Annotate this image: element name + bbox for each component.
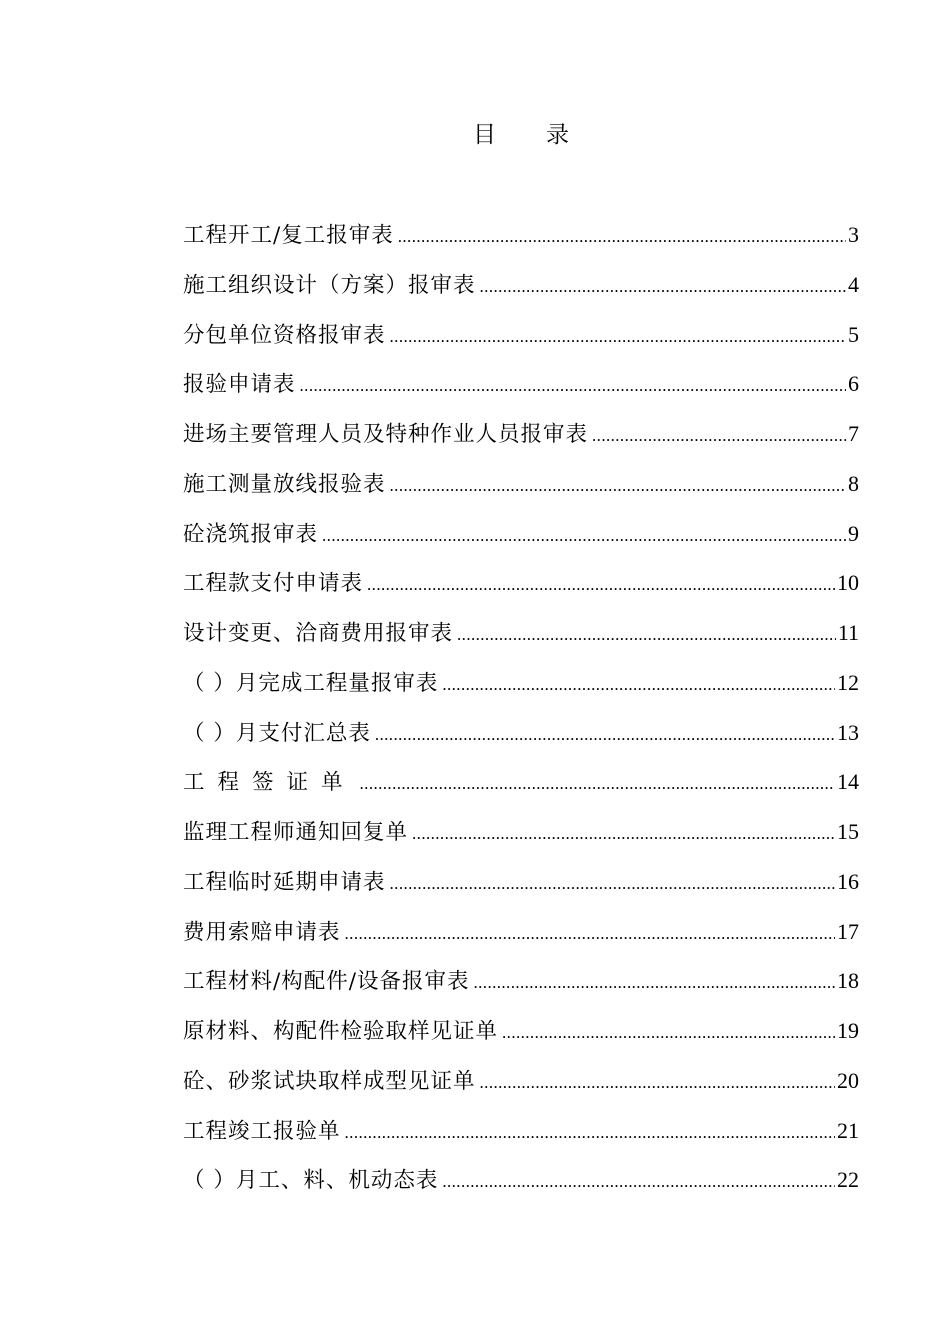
toc-entry-label: 砼浇筑报审表 bbox=[183, 521, 319, 547]
toc-entry[interactable] bbox=[183, 415, 859, 465]
toc-leader-dots bbox=[502, 1014, 835, 1052]
toc-entry-page: 9 bbox=[848, 520, 859, 546]
toc-entry[interactable] bbox=[183, 515, 859, 565]
toc-entry-label: 报验申请表 bbox=[183, 372, 296, 398]
toc-entry-page: 11 bbox=[837, 620, 859, 645]
toc-entry-page: 18 bbox=[837, 968, 859, 994]
toc-entry-label: 砼、砂浆试块取样成型见证单 bbox=[183, 1068, 476, 1094]
toc-entry[interactable] bbox=[183, 714, 859, 764]
toc-entry-label: 工程临时延期申请表 bbox=[183, 869, 386, 895]
toc-entry-page: 17 bbox=[837, 918, 859, 944]
toc-entry-page: 15 bbox=[837, 819, 859, 844]
toc-entry-page: 20 bbox=[837, 1067, 859, 1093]
toc-leader-dots bbox=[367, 566, 835, 604]
toc-leader-dots bbox=[480, 268, 846, 306]
toc-leader-dots bbox=[480, 1064, 835, 1102]
toc-entry-label: （ ）月完成工程量报审表 bbox=[183, 670, 439, 696]
toc-entry[interactable] bbox=[183, 1012, 859, 1062]
toc-leader-dots bbox=[442, 1163, 835, 1201]
toc-entry-page: 7 bbox=[848, 421, 859, 446]
toc-entry-label: 工程签证单 bbox=[183, 770, 356, 796]
toc-entry-page: 3 bbox=[848, 222, 859, 247]
toc-title bbox=[0, 116, 950, 149]
toc-title-right: 录 bbox=[546, 122, 569, 148]
toc-entry[interactable] bbox=[183, 1112, 859, 1162]
toc-entry[interactable] bbox=[183, 465, 859, 515]
toc-leader-dots bbox=[345, 1114, 835, 1152]
toc-entry-page: 6 bbox=[848, 371, 859, 397]
toc-leader-dots bbox=[390, 865, 835, 903]
toc-entry-label: 施工测量放线报验表 bbox=[183, 471, 386, 497]
toc-entry-page: 4 bbox=[848, 271, 859, 297]
toc-entry-page: 22 bbox=[837, 1167, 859, 1193]
toc-leader-dots bbox=[398, 218, 846, 256]
toc-entry[interactable] bbox=[183, 216, 859, 266]
toc-entry-label: 费用索赔申请表 bbox=[183, 919, 341, 945]
toc-entry-label: 设计变更、洽商费用报审表 bbox=[183, 621, 454, 646]
toc-entry[interactable] bbox=[183, 564, 859, 614]
toc-leader-dots bbox=[457, 616, 836, 654]
toc-leader-dots bbox=[375, 716, 835, 754]
toc-entry[interactable] bbox=[183, 614, 859, 664]
toc-entry-page: 12 bbox=[837, 669, 859, 695]
toc-entry-label: （ ）月支付汇总表 bbox=[183, 720, 371, 746]
toc-entry[interactable] bbox=[183, 266, 859, 316]
toc-entry[interactable] bbox=[183, 863, 859, 913]
toc-entry-label: 监理工程师通知回复单 bbox=[183, 820, 409, 845]
toc-entry[interactable] bbox=[183, 813, 859, 863]
toc-entry-page: 19 bbox=[837, 1018, 859, 1043]
toc-leader-dots bbox=[442, 666, 835, 704]
toc-entry-page: 10 bbox=[837, 570, 859, 596]
toc-entry-label: 施工组织设计（方案）报审表 bbox=[183, 272, 476, 298]
toc-leader-dots bbox=[322, 517, 846, 555]
toc-list bbox=[183, 216, 859, 1211]
toc-entry-page: 21 bbox=[837, 1117, 859, 1143]
toc-entry-label: 工程竣工报验单 bbox=[183, 1118, 341, 1144]
toc-entry[interactable] bbox=[183, 316, 859, 366]
toc-entry-page: 8 bbox=[848, 470, 859, 496]
toc-leader-dots bbox=[592, 417, 846, 455]
toc-entry-label: 工程开工/复工报审表 bbox=[183, 223, 394, 248]
toc-leader-dots bbox=[412, 815, 835, 853]
toc-entry[interactable] bbox=[183, 1161, 859, 1211]
toc-entry[interactable] bbox=[183, 763, 859, 813]
toc-leader-dots bbox=[360, 765, 835, 803]
toc-leader-dots bbox=[300, 367, 846, 405]
toc-entry-label: （ ）月工、料、机动态表 bbox=[183, 1168, 439, 1194]
toc-leader-dots bbox=[345, 915, 835, 953]
toc-entry[interactable] bbox=[183, 913, 859, 963]
toc-entry-label: 进场主要管理人员及特种作业人员报审表 bbox=[183, 422, 589, 447]
toc-entry-label: 原材料、构配件检验取样见证单 bbox=[183, 1019, 499, 1044]
toc-title-left: 目 bbox=[473, 122, 496, 148]
toc-entry-page: 13 bbox=[837, 719, 859, 745]
toc-entry[interactable] bbox=[183, 365, 859, 415]
toc-leader-dots bbox=[390, 318, 846, 356]
toc-entry[interactable] bbox=[183, 962, 859, 1012]
toc-entry-label: 分包单位资格报审表 bbox=[183, 322, 386, 348]
toc-entry-label: 工程款支付申请表 bbox=[183, 571, 364, 597]
toc-entry-page: 16 bbox=[837, 868, 859, 894]
toc-entry-page: 14 bbox=[837, 769, 859, 795]
toc-entry[interactable] bbox=[183, 1062, 859, 1112]
toc-leader-dots bbox=[390, 467, 846, 505]
toc-entry-label: 工程材料/构配件/设备报审表 bbox=[183, 969, 470, 995]
toc-entry[interactable] bbox=[183, 664, 859, 714]
toc-entry-page: 5 bbox=[848, 321, 859, 347]
toc-leader-dots bbox=[474, 964, 836, 1002]
